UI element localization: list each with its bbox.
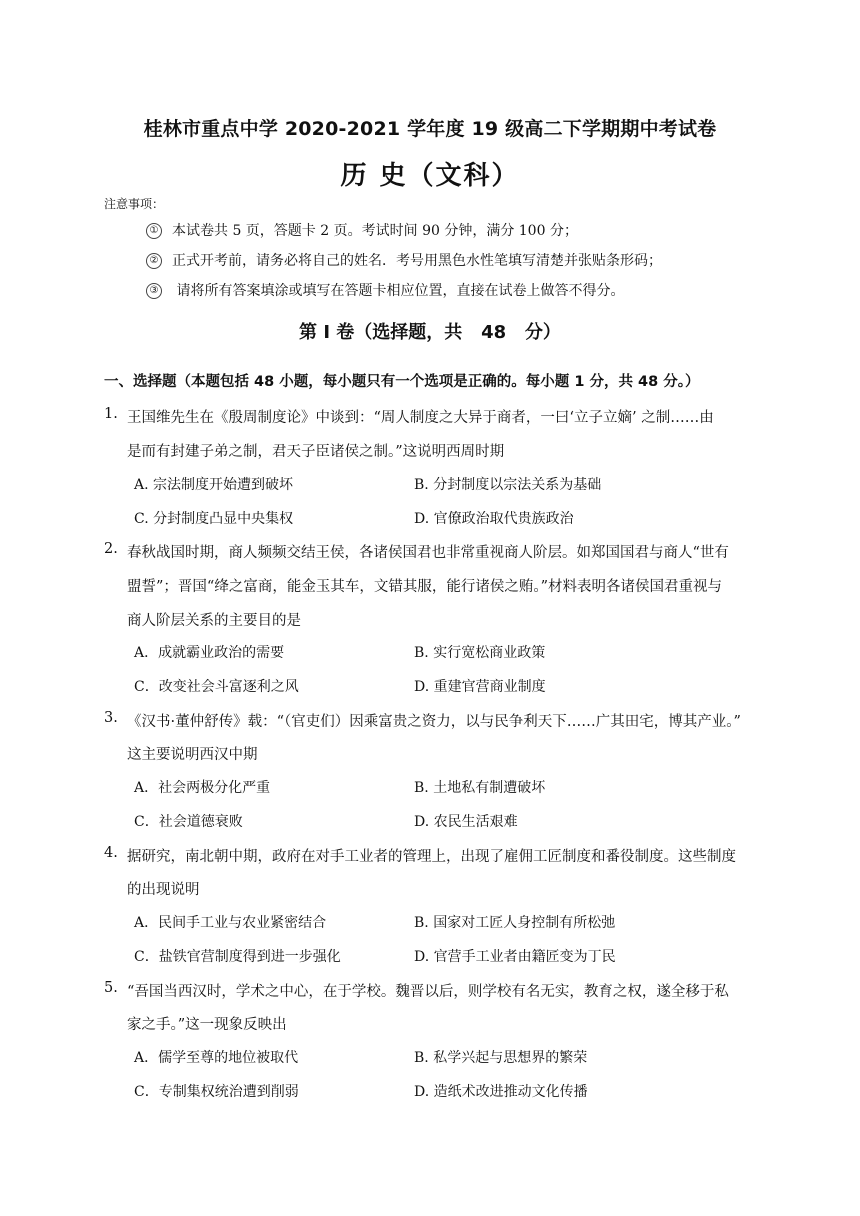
- option-d: D. 重建官营商业制度: [414, 679, 546, 695]
- question-text: 据研究，南北朝中期，政府在对手工业者的管理上，出现了雇佣工匠制度和番役制度。这些制度: [127, 849, 736, 865]
- option-c: C. 分封制度凸显中央集权: [134, 511, 294, 527]
- option-c: C．专制集权统治遭到削弱: [134, 1084, 299, 1100]
- circled-number-1: ①: [146, 223, 162, 239]
- question-text: 是而有封建子弟之制，君天子臣诸侯之制。”这说明西周时期: [127, 444, 505, 460]
- option-b: B. 土地私有制遭破坏: [414, 780, 546, 796]
- option-b: B. 实行宽松商业政策: [414, 645, 546, 661]
- question-text: 这主要说明西汉中期: [127, 747, 258, 763]
- question-text: 的出现说明: [127, 882, 200, 898]
- option-a: A. 宗法制度开始遭到破坏: [134, 477, 294, 493]
- option-d: D. 农民生活艰难: [414, 814, 518, 830]
- question-number: 1.: [104, 406, 118, 422]
- question-text: 《汉书·董仲舒传》载：“（官吏们）因乘富贵之资力，以与民争利天下……广其田宅，博其产业。”: [127, 714, 741, 730]
- option-d: D. 官僚政治取代贵族政治: [414, 511, 574, 527]
- question-text: 家之手。”这一现象反映出: [127, 1017, 287, 1033]
- section-title: [0, 318, 860, 344]
- question-number: 5.: [104, 980, 118, 996]
- question-number: 2.: [104, 541, 118, 557]
- option-d: D. 造纸术改进推动文化传播: [414, 1084, 588, 1100]
- question-text: “吾国当西汉时，学术之中心，在于学校。魏晋以后，则学校有名无实，教育之权，遂全移于私: [127, 984, 729, 1000]
- note-text: 本试卷共 5 页，答题卡 2 页。考试时间 90 分钟，满分 100 分；: [172, 223, 578, 239]
- school-title: 桂林市重点中学 2020-2021 学年度 19 级高二下学期期中考试卷: [143, 118, 717, 140]
- option-b: B. 私学兴起与思想界的繁荣: [414, 1050, 588, 1066]
- note-item: [146, 280, 624, 302]
- circled-number-2: ②: [146, 253, 162, 269]
- section-title-text: 第 I 卷（选择题，共 48 分）: [299, 322, 561, 343]
- part-heading: 一、选择题（本题包括 48 小题，每小题只有一个选项是正确的。每小题 1 分，共 48 分。）: [104, 374, 700, 390]
- option-a: A．社会两极分化严重: [134, 780, 271, 796]
- note-text: 请将所有答案填涂或填写在答题卡相应位置，直接在试卷上做答不得分。: [172, 283, 625, 299]
- question-text: 盟誓”；晋国“绛之富商，能金玉其车，文错其服，能行诸侯之贿。”材料表明各诸侯国君重视与: [127, 579, 722, 595]
- note-item: [146, 220, 578, 242]
- option-a: A．儒学至尊的地位被取代: [134, 1050, 299, 1066]
- question-number: 3.: [104, 710, 118, 726]
- question-text: 王国维先生在《殷周制度论》中谈到：“周人制度之大异于商者，一曰‘立子立嫡’ 之制……由: [127, 410, 714, 426]
- option-c: C．盐铁官营制度得到进一步强化: [134, 949, 341, 965]
- option-b: B. 国家对工匠人身控制有所松弛: [414, 915, 616, 931]
- note-text: 正式开考前，请务必将自己的姓名．考号用黑色水性笔填写清楚并张贴条形码；: [172, 253, 662, 269]
- circled-number-3: ③: [146, 283, 162, 299]
- question-text: 春秋战国时期，商人频频交结王侯，各诸侯国君也非常重视商人阶层。如郑国国君与商人“世有: [127, 545, 729, 561]
- subject-title: 历 史（文科）: [340, 161, 520, 191]
- question-number: 4.: [104, 845, 118, 861]
- option-c: C．改变社会斗富逐利之风: [134, 679, 299, 695]
- notes-label: 注意事项：: [104, 197, 165, 211]
- option-a: A．成就霸业政治的需要: [134, 645, 285, 661]
- note-item: [146, 250, 662, 272]
- option-d: D. 官营手工业者由籍匠变为丁民: [414, 949, 616, 965]
- option-a: A．民间手工业与农业紧密结合: [134, 915, 327, 931]
- question-text: 商人阶层关系的主要目的是: [127, 613, 301, 629]
- option-b: B. 分封制度以宗法关系为基础: [414, 477, 602, 493]
- option-c: C．社会道德衰败: [134, 814, 243, 830]
